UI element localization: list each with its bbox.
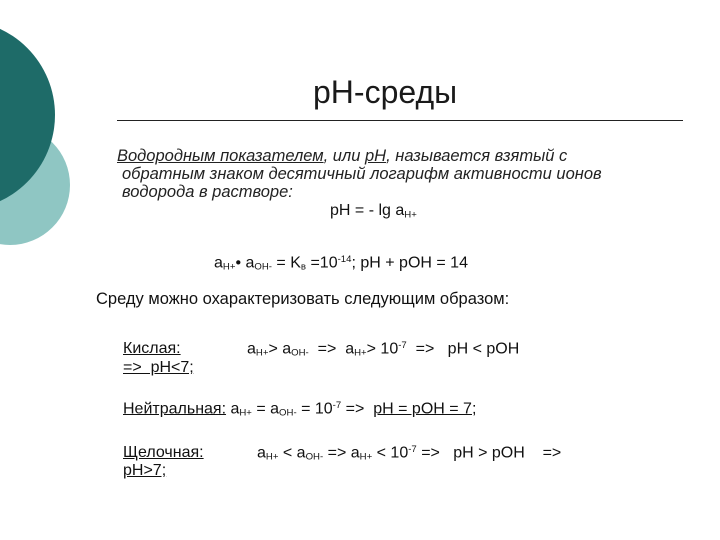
formula-ph: pH = - $\lg a_{H+}$ xyxy=(330,202,417,221)
neutral-row: Нейтральная: $a_{H+} = a_{OH-} = 10^{-7}$ => pH = pOH = 7; xyxy=(123,400,477,419)
decorative-circles xyxy=(0,0,110,300)
definition-abbr: pH xyxy=(365,147,387,165)
basic-continuation: pH>7; xyxy=(123,462,167,479)
neutral-label: Нейтральная: xyxy=(123,400,227,418)
definition-mid: , или xyxy=(323,147,365,165)
definition-line2: обратным знаком десятичный логарифм активности ионов xyxy=(122,165,602,183)
acidic-continuation: => pH<7; xyxy=(123,359,194,376)
neutral-result: pH = pOH = 7; xyxy=(373,400,477,418)
definition-term: Водородным показателем xyxy=(117,147,324,165)
basic-label: Щелочная: xyxy=(123,444,204,461)
formula-ion-product: $a_{H+}•$ $a_{OH-} = K_в =10^{-14}$; pH + pOH = 14 xyxy=(214,254,468,273)
definition-line3: водорода в растворе: xyxy=(122,183,293,201)
acidic-formula: $a_{H+}> a_{OH-} => a_{H+}> 10^{-7}$ => pH < pOH xyxy=(247,340,520,359)
title-divider xyxy=(117,120,683,121)
acidic-label: Кислая: xyxy=(123,340,181,357)
slide-title: pH-среды xyxy=(313,74,458,110)
definition-rest: , называется взятый с xyxy=(386,147,568,165)
medium-intro: Среду можно охарактеризовать следующим образом: xyxy=(96,290,510,308)
basic-formula: $a_{H+} < a_{OH-} => a_{H+} < 10^{-7}$ => pH > pOH => xyxy=(257,444,562,463)
definition-paragraph xyxy=(117,147,602,201)
